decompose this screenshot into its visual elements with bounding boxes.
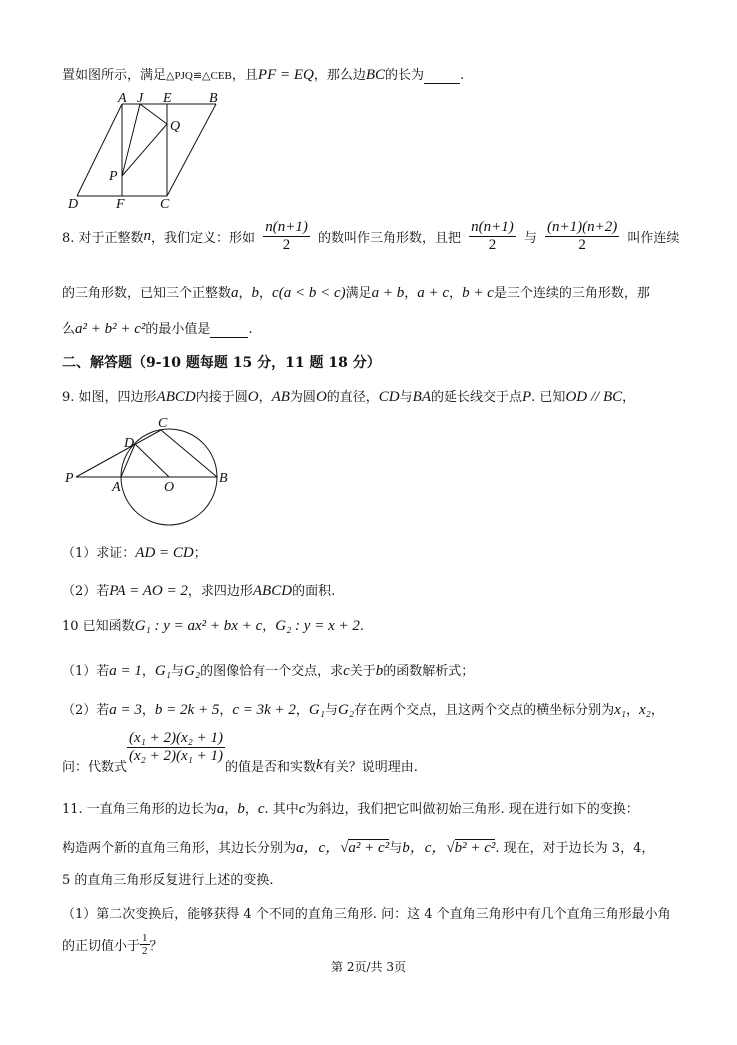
p8-line1 xyxy=(62,219,679,254)
p8-line2: 的三角形数，已知三个正整数a，b，c(a < b < c)满足a + b，a + c，b + c是三个连续的三角形数，那 xyxy=(62,285,650,301)
p7-parallelogram-figure xyxy=(60,90,230,212)
p7-text: 置如图所示，满足 xyxy=(62,68,167,83)
label-C: C xyxy=(160,197,170,212)
p7-answer-blank xyxy=(424,68,460,84)
p7-line1 xyxy=(62,64,464,84)
p10-g1: G₁ : y = ax² + bx + c xyxy=(134,618,263,634)
p8-n: n xyxy=(143,228,152,244)
label-O: O xyxy=(164,480,175,495)
label-Q: Q xyxy=(170,119,181,134)
p8-frac3: $\frac{(n+1)(n+2)}{2}$ xyxy=(547,219,618,253)
p9-condition: OD // BC xyxy=(565,389,623,405)
p9-stem: 9. 如图，四边形ABCD内接于圆O，AB为圆O的直径，CD与BA的延长线交于点P. 已知OD // BC， xyxy=(62,389,636,405)
p8-frac1: $\frac{n(n+1)}{2}$ xyxy=(265,219,308,253)
p10-stem: 10 已知函数G₁ : y = ax² + bx + c，G₂ : y = x + 2. xyxy=(62,618,364,634)
p9-circle-figure xyxy=(62,415,237,530)
label-J: J xyxy=(137,91,144,106)
p8-def: ，我们定义：形如 xyxy=(151,231,256,246)
p10-q1: （1）若a = 1，G₁与G₂的图像恰有一个交点，求c关于b的函数解析式； xyxy=(62,663,475,679)
p9-q2-expr: PA = AO = 2 xyxy=(109,583,188,599)
p8-l3a: 么 xyxy=(62,322,76,337)
p8-and: 与 xyxy=(523,231,537,246)
label-F: F xyxy=(116,197,125,212)
p8-e1: a + b xyxy=(371,285,405,301)
p7-text4: 的长为 xyxy=(385,68,425,83)
p7-eq: PF = EQ xyxy=(257,67,314,83)
p8-a: a xyxy=(231,285,239,301)
label-E: E xyxy=(163,91,172,106)
label-P: P xyxy=(109,169,118,184)
p8-frac2: $\frac{n(n+1)}{2}$ xyxy=(471,219,514,253)
p11-line1: 11. 一直角三角形的边长为a，b，c. 其中c为斜边，我们把它叫做初始三角形. 现在进行如下的变换： xyxy=(62,801,639,817)
p8-expr: a² + b² + c² xyxy=(75,321,146,337)
p11-sqrt2: b² + c² xyxy=(454,840,496,856)
p8-e3: b + c xyxy=(462,285,494,301)
p11-line2: 构造两个新的直角三角形，其边长分别为a，c，√a² + c²与b，c，√b² + c². 现在，对于边长为 3，4， xyxy=(62,840,655,856)
p7-text2: ，且 xyxy=(231,68,258,83)
p7-bc: BC xyxy=(365,67,386,83)
p9-abcd: ABCD xyxy=(156,389,196,405)
p11-frac-half: $\frac{1}{2}$ xyxy=(142,932,148,957)
p7-text3: ，那么边 xyxy=(313,68,366,83)
p8-called: 的数叫作三角形数，且把 xyxy=(317,231,461,246)
p11-q1-line2: 的正切值小于 $\frac{1}{2}$ ？ xyxy=(62,932,163,957)
p8-answer-blank xyxy=(210,322,248,338)
p8-e2: a + c xyxy=(417,285,450,301)
p8-satisfy: 满足 xyxy=(345,286,372,301)
page-footer: 第 2页/共 3页 xyxy=(331,960,406,974)
label-B: B xyxy=(209,91,218,106)
p8-called2: 叫作连续 xyxy=(627,231,680,246)
p11-q1: （1）第二次变换后，能够获得 4 个不同的直角三角形. 问：这 4 个直角三角形中有几个直角三角形最小角 xyxy=(62,907,671,922)
p10-q2: （2）若a = 3，b = 2k + 5，c = 3k + 2，G₁与G₂存在两个交点，且这两个交点的横坐标分别为x₁，x₂， xyxy=(62,702,664,718)
section-heading: 二、解答题（9-10 题每题 15 分，11 题 18 分） xyxy=(62,355,381,371)
label-A: A xyxy=(118,91,127,106)
label-P: P xyxy=(65,471,74,486)
p8-intro: 8. 对于正整数 xyxy=(62,231,144,246)
label-A: A xyxy=(112,480,121,495)
label-B: B xyxy=(219,471,228,486)
p8-b: b xyxy=(251,285,260,301)
label-C: C xyxy=(158,416,168,431)
p10-ask: 问：代数式 $\frac{\text{(x₁ + 2)(x₂ + 1)}}{\text{(x₂ + 2)(x₁ + 1)}}$ 的值是否和实数k有关？说明理由. xyxy=(62,730,418,775)
p9-q1: （1）求证：AD = CD； xyxy=(62,545,207,561)
p10-fraction: $\frac{\text{(x₁ + 2)(x₂ + 1)}}{\text{(x₂ + 2)(x₁ + 1)}}$ xyxy=(129,730,223,764)
p8-l2end: 是三个连续的三角形数，那 xyxy=(493,286,650,301)
p10-g2: G₂ : y = x + 2 xyxy=(275,618,360,634)
p7-congruence: △PJQ≌△CEB xyxy=(166,70,232,82)
p8-cond: c(a < b < c) xyxy=(272,285,346,301)
label-D: D xyxy=(68,197,79,212)
label-D: D xyxy=(124,436,135,451)
p8-l3b: 的最小值是 xyxy=(145,322,211,337)
p11-line3: 5 的直角三角形反复进行上述的变换. xyxy=(62,873,274,888)
p9-q1-expr: AD = CD xyxy=(135,545,194,561)
p8-line3 xyxy=(62,318,253,338)
p7-period: . xyxy=(460,68,465,83)
p9-q2: （2）若PA = AO = 2，求四边形ABCD的面积. xyxy=(62,583,336,599)
p8-l2a: 的三角形数，已知三个正整数 xyxy=(62,286,232,301)
p11-sqrt1: a² + c² xyxy=(348,840,390,856)
p8-l3end: . xyxy=(248,322,253,337)
